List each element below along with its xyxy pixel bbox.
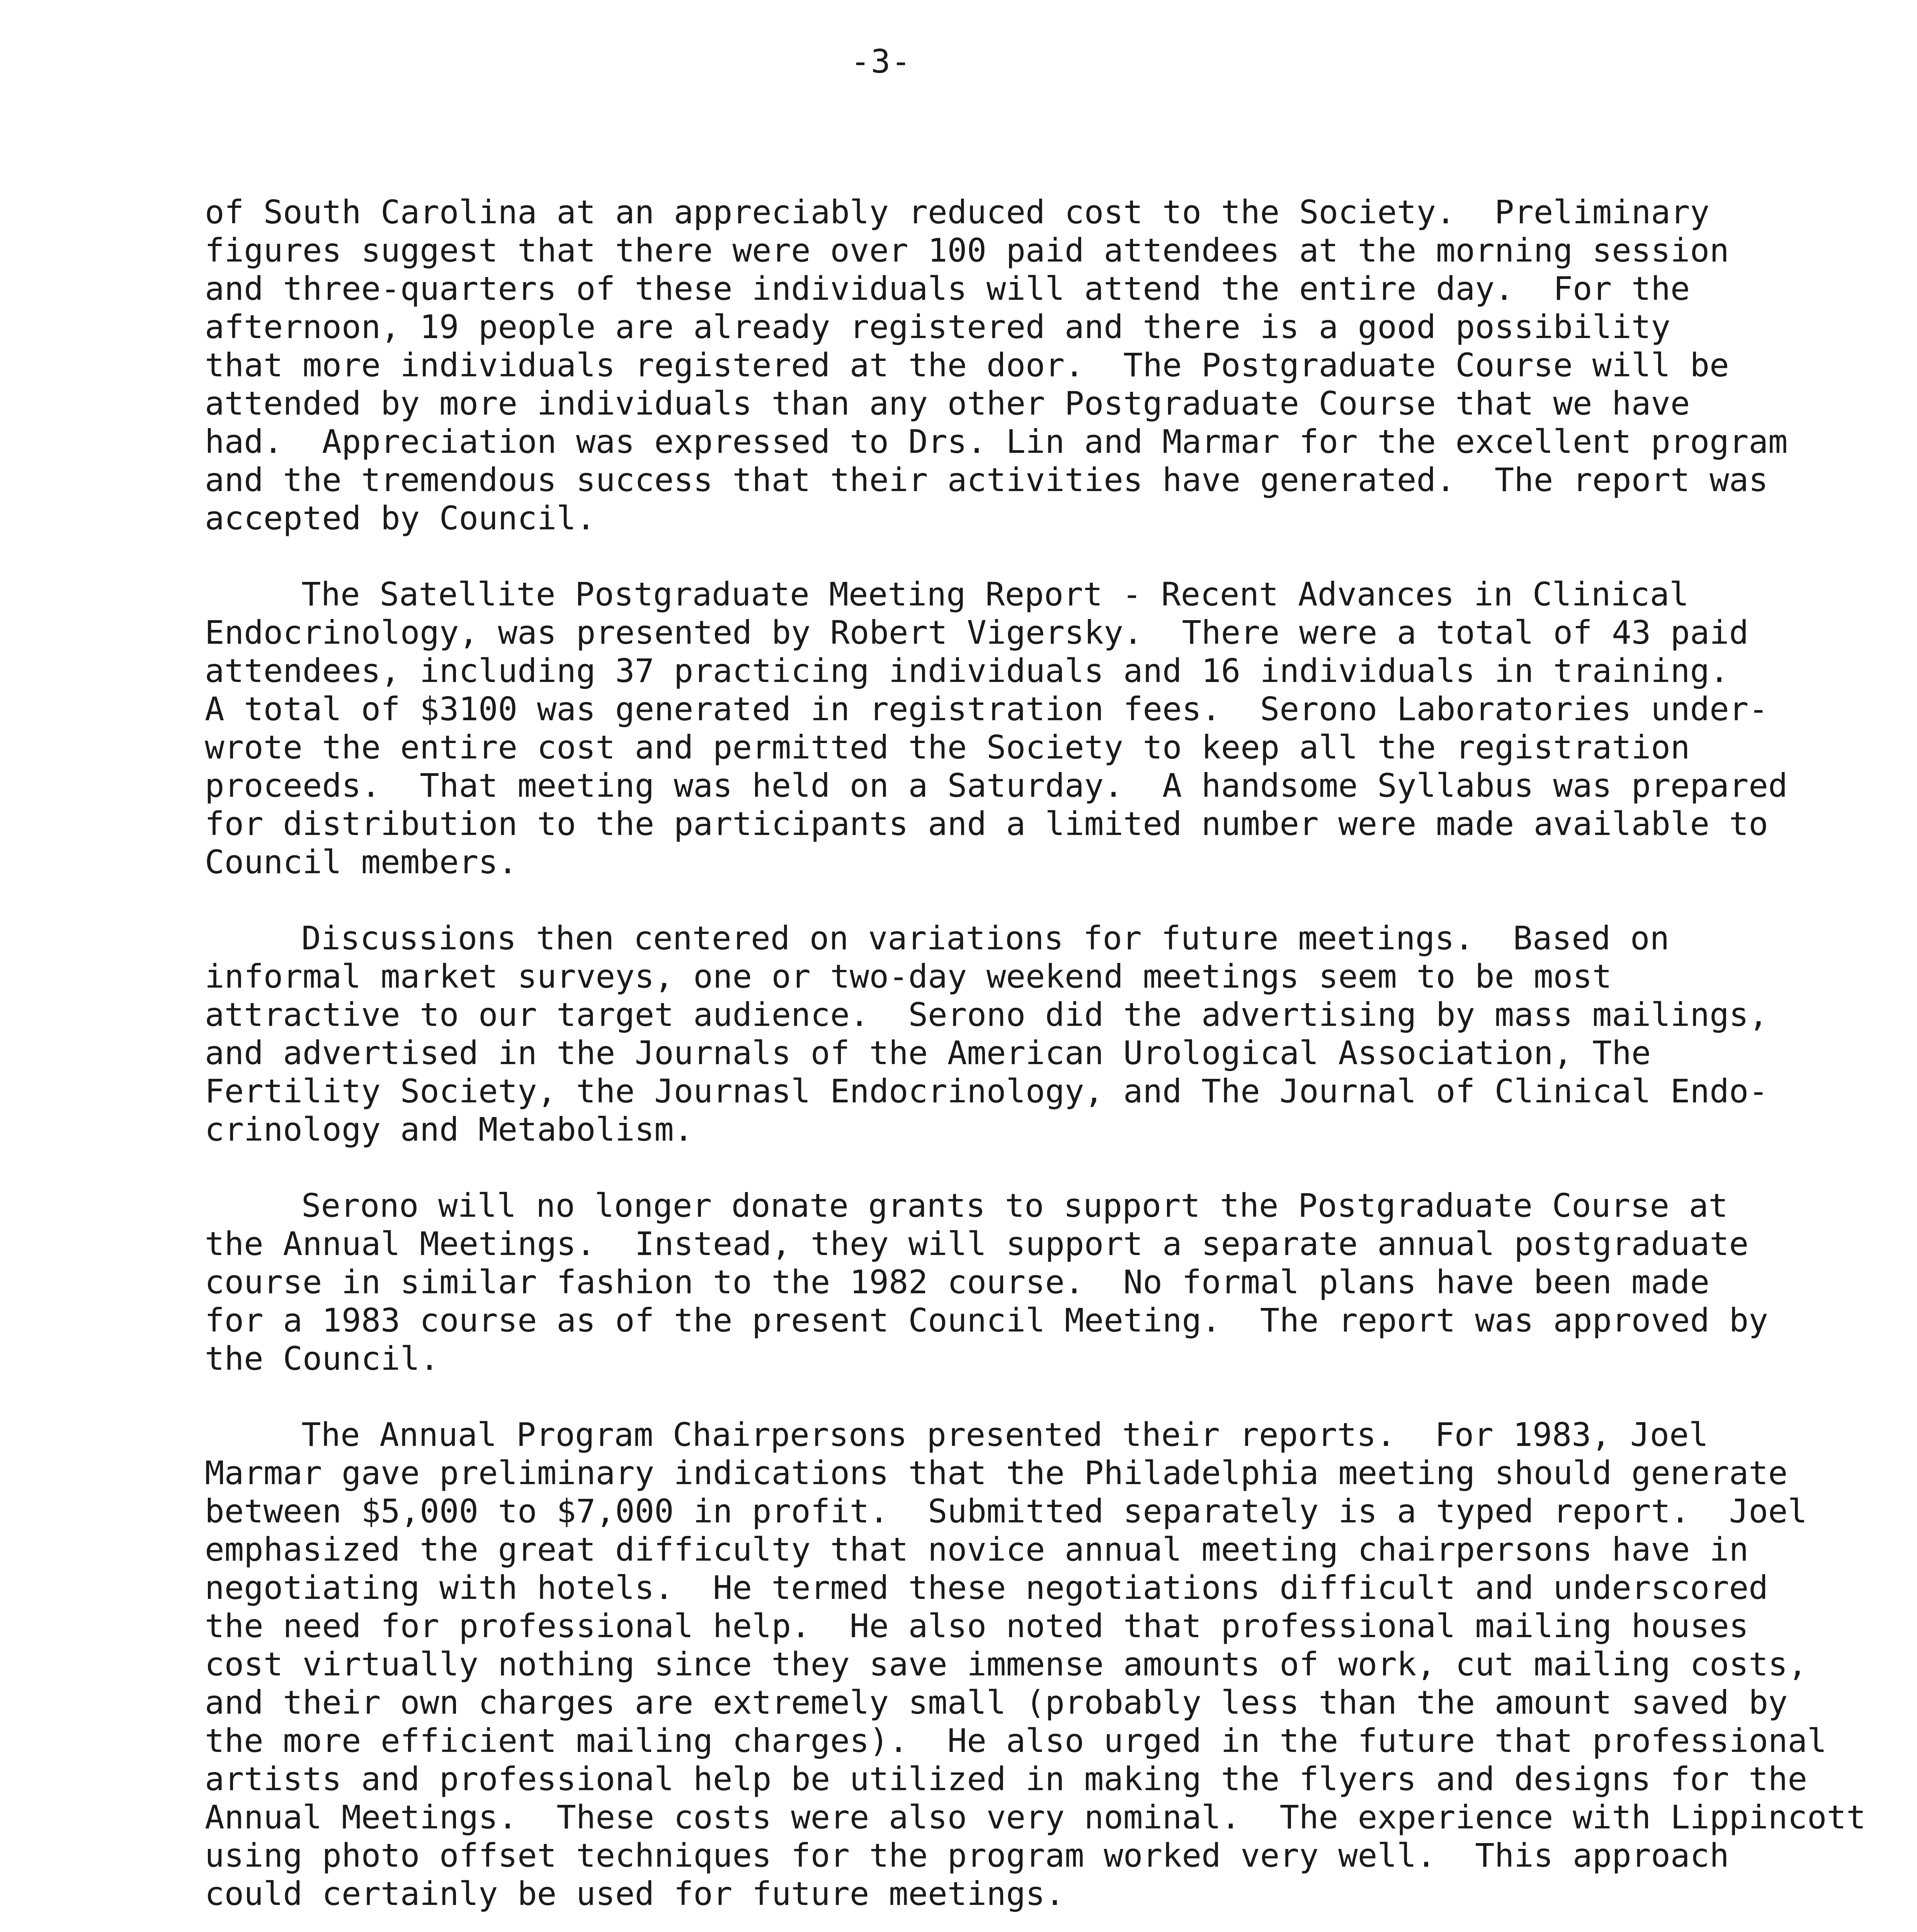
text-line: A total of $3100 was generated in registration fees. Serono Laboratories under-	[205, 690, 1768, 728]
text-line: Serono will no longer donate grants to support the Postgraduate Course at	[301, 1187, 1728, 1225]
text-line: attendees, including 37 practicing individuals and 16 individuals in training.	[205, 652, 1729, 690]
text-line: The Annual Program Chairpersons presented their reports. For 1983, Joel	[301, 1416, 1709, 1454]
text-line: and three-quarters of these individuals will attend the entire day. For the	[205, 270, 1690, 308]
page-number: -3-	[850, 43, 912, 80]
text-line: the Annual Meetings. Instead, they will support a separate annual postgraduate	[205, 1225, 1749, 1263]
paragraph	[205, 919, 1847, 1149]
text-line: Annual Meetings. These costs were also very nominal. The experience with Lippincott	[205, 1798, 1866, 1836]
text-line: had. Appreciation was expressed to Drs. Lin and Marmar for the excellent program	[205, 423, 1788, 461]
text-line: Fertility Society, the Journasl Endocrinology, and The Journal of Clinical Endo-	[205, 1072, 1768, 1110]
text-line: wrote the entire cost and permitted the Society to keep all the registration	[205, 728, 1690, 766]
text-line: course in similar fashion to the 1982 course. No formal plans have been made	[205, 1263, 1710, 1301]
paragraph	[205, 1416, 1866, 1913]
text-line: proceeds. That meeting was held on a Saturday. A handsome Syllabus was prepared	[205, 767, 1788, 804]
text-line: and their own charges are extremely small (probably less than the amount saved by	[205, 1684, 1788, 1721]
text-line: could certainly be used for future meetings.	[205, 1875, 1065, 1913]
text-line: between $5,000 to $7,000 in profit. Submitted separately is a typed report. Joel	[205, 1492, 1807, 1530]
text-line: the more efficient mailing charges). He also urged in the future that professional	[205, 1722, 1827, 1760]
text-line: for distribution to the participants and a limited number were made available to	[205, 805, 1768, 843]
text-line: Discussions then centered on variations for future meetings. Based on	[301, 919, 1670, 957]
text-line: of South Carolina at an appreciably reduced cost to the Society. Preliminary	[205, 193, 1710, 231]
text-line: The Satellite Postgraduate Meeting Report - Recent Advances in Clinical	[301, 575, 1689, 613]
text-line: that more individuals registered at the door. The Postgraduate Course will be	[205, 346, 1729, 384]
paragraph	[205, 193, 1847, 537]
text-line: and the tremendous success that their activities have generated. The report was	[205, 461, 1768, 499]
text-line: crinology and Metabolism.	[205, 1111, 694, 1148]
text-line: for a 1983 course as of the present Council Meeting. The report was approved by	[205, 1301, 1768, 1339]
paragraph	[205, 575, 1847, 881]
text-line: cost virtually nothing since they save immense amounts of work, cut mailing costs,	[205, 1645, 1807, 1683]
text-line: the need for professional help. He also noted that professional mailing houses	[205, 1607, 1749, 1645]
text-line: attended by more individuals than any other Postgraduate Course that we have	[205, 384, 1690, 422]
text-line: Endocrinology, was presented by Robert Vigersky. There were a total of 43 paid	[205, 614, 1749, 651]
text-line: attractive to our target audience. Serono did the advertising by mass mailings,	[205, 996, 1768, 1034]
text-line: Marmar gave preliminary indications that the Philadelphia meeting should generate	[205, 1454, 1788, 1492]
text-line: informal market surveys, one or two-day weekend meetings seem to be most	[205, 957, 1612, 995]
text-line: afternoon, 19 people are already registered and there is a good possibility	[205, 308, 1670, 346]
text-line: Council members.	[205, 843, 518, 881]
text-line: the Council.	[205, 1340, 439, 1378]
text-line: accepted by Council.	[205, 499, 596, 537]
text-line: figures suggest that there were over 100 paid attendees at the morning session	[205, 231, 1729, 269]
document-body	[205, 193, 1866, 1932]
text-line: negotiating with hotels. He termed these negotiations difficult and underscored	[205, 1569, 1768, 1607]
text-line: using photo offset techniques for the program worked very well. This approach	[205, 1837, 1729, 1874]
paragraph	[205, 1187, 1847, 1378]
text-line: emphasized the great difficulty that novice annual meeting chairpersons have in	[205, 1531, 1749, 1568]
text-line: and advertised in the Journals of the American Urological Association, The	[205, 1034, 1651, 1072]
text-line: artists and professional help be utilized in making the flyers and designs for the	[205, 1760, 1807, 1798]
